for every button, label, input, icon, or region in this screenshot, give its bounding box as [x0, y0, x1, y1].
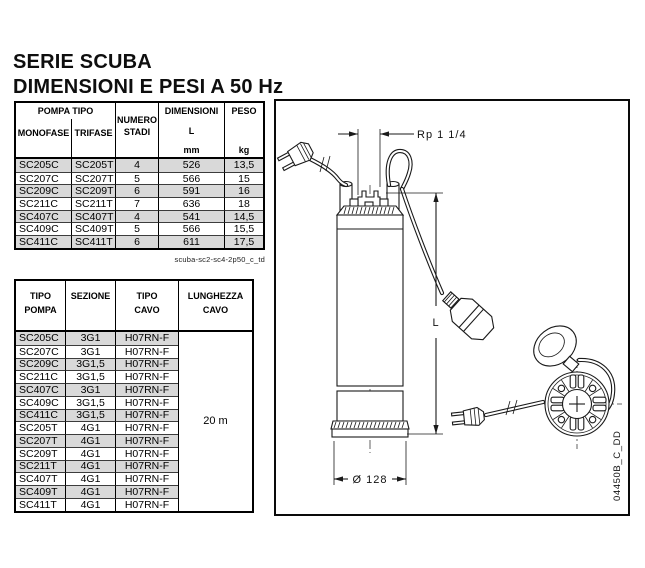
header-peso — [224, 103, 263, 157]
cell-pompa: SC411C — [16, 409, 65, 422]
cable-table — [14, 279, 254, 513]
cell-sezione: 4G1 — [65, 472, 115, 485]
cell-l: 566 — [158, 222, 224, 235]
cell-peso: 17,5 — [224, 235, 263, 248]
cell-cavo: H07RN-F — [115, 472, 178, 485]
header-numero-stadi — [115, 103, 158, 157]
cell-pompa: SC209C — [16, 358, 65, 371]
header-pompa-tipo-label: POMPA TIPO — [37, 106, 94, 116]
cell-sezione: 4G1 — [65, 460, 115, 473]
cell-peso: 15 — [224, 172, 263, 185]
cell-sezione: 4G1 — [65, 485, 115, 498]
dimensions-table-header — [16, 103, 263, 159]
table-caption: scuba-sc2-sc4-2p50_c_td — [174, 255, 265, 264]
cell-pompa: SC407C — [16, 383, 65, 396]
cell-pompa: SC409T — [16, 485, 65, 498]
cell-pompa: SC409C — [16, 396, 65, 409]
cell-peso: 15,5 — [224, 222, 263, 235]
cell-cavo: H07RN-F — [115, 460, 178, 473]
header-kg: kg — [238, 145, 250, 155]
cell-cavo: H07RN-F — [115, 485, 178, 498]
float-switch — [437, 285, 499, 345]
cell-cavo: H07RN-F — [115, 498, 178, 511]
cell-pompa: SC207T — [16, 434, 65, 447]
cell-pompa: SC209T — [16, 447, 65, 460]
cell-sezione: 3G1 — [65, 332, 115, 345]
cell-trifase: SC205T — [71, 159, 115, 172]
header-lunghezza-cavo: LUNGHEZZA CAVO — [178, 281, 252, 330]
header-mm: mm — [183, 145, 200, 155]
cell-pompa: SC407T — [16, 472, 65, 485]
cell-cavo: H07RN-F — [115, 345, 178, 358]
cell-stadi: 5 — [115, 222, 158, 235]
page-title-line1: SERIE SCUBA — [13, 51, 152, 73]
cell-cavo: H07RN-F — [115, 421, 178, 434]
cell-lunghezza-cavo: 20 m — [178, 332, 252, 511]
header-tipo-cavo: TIPO CAVO — [115, 281, 178, 330]
cell-peso: 14,5 — [224, 210, 263, 223]
cell-trifase: SC407T — [71, 210, 115, 223]
cell-trifase: SC411T — [71, 235, 115, 248]
cell-sezione: 4G1 — [65, 447, 115, 460]
cell-sezione: 4G1 — [65, 421, 115, 434]
cell-l: 526 — [158, 159, 224, 172]
cell-stadi: 6 — [115, 235, 158, 248]
dimensions-table — [14, 101, 265, 250]
cell-cavo: H07RN-F — [115, 396, 178, 409]
cell-pompa: SC205C — [16, 332, 65, 345]
cell-monofase: SC211C — [16, 197, 71, 210]
cell-stadi: 7 — [115, 197, 158, 210]
cell-peso: 13,5 — [224, 159, 263, 172]
cell-trifase: SC207T — [71, 172, 115, 185]
cell-trifase: SC409T — [71, 222, 115, 235]
cell-trifase: SC209T — [71, 184, 115, 197]
cell-pompa: SC211T — [16, 460, 65, 473]
header-peso-label: PESO — [231, 106, 257, 116]
cell-l: 636 — [158, 197, 224, 210]
cell-peso: 16 — [224, 184, 263, 197]
cell-pompa: SC207C — [16, 345, 65, 358]
header-monofase: MONOFASE — [17, 128, 70, 138]
cable-table-header — [16, 281, 252, 332]
pump-technical-drawing — [274, 99, 630, 516]
cell-sezione: 4G1 — [65, 498, 115, 511]
l-dimension-label: L — [432, 317, 440, 329]
drawing-code-label: 04450B_C_DD — [612, 430, 623, 501]
header-stadi: STADI — [123, 127, 151, 137]
power-plug-top-view — [451, 400, 543, 428]
cell-stadi: 4 — [115, 210, 158, 223]
cell-sezione: 3G1,5 — [65, 370, 115, 383]
cell-cavo: H07RN-F — [115, 447, 178, 460]
cell-monofase: SC409C — [16, 222, 71, 235]
cell-sezione: 3G1,5 — [65, 358, 115, 371]
cell-peso: 18 — [224, 197, 263, 210]
cell-cavo: H07RN-F — [115, 370, 178, 383]
page-title — [13, 50, 283, 100]
cell-l: 541 — [158, 210, 224, 223]
header-pompa-tipo — [16, 103, 115, 157]
dimensions-table-body — [16, 159, 263, 248]
header-dimensioni — [158, 103, 224, 157]
cell-cavo: H07RN-F — [115, 383, 178, 396]
rp-dimension-label: Rp 1 1/4 — [417, 129, 467, 141]
cell-monofase: SC207C — [16, 172, 71, 185]
page-title-line2: DIMENSIONI E PESI A 50 Hz — [13, 76, 284, 98]
cell-monofase: SC407C — [16, 210, 71, 223]
header-l: L — [188, 125, 195, 136]
cell-monofase: SC411C — [16, 235, 71, 248]
cell-trifase: SC211T — [71, 197, 115, 210]
cell-stadi: 4 — [115, 159, 158, 172]
cell-cavo: H07RN-F — [115, 358, 178, 371]
header-numero: NUMERO — [117, 115, 157, 125]
cable-table-body — [16, 332, 252, 511]
cell-l: 591 — [158, 184, 224, 197]
cell-stadi: 6 — [115, 184, 158, 197]
cell-l: 611 — [158, 235, 224, 248]
cell-l: 566 — [158, 172, 224, 185]
diameter-dimension-label: Ø 128 — [352, 474, 388, 486]
cell-stadi: 5 — [115, 172, 158, 185]
cell-monofase: SC205C — [16, 159, 71, 172]
cell-sezione: 3G1,5 — [65, 409, 115, 422]
cell-sezione: 3G1 — [65, 383, 115, 396]
cell-cavo: H07RN-F — [115, 434, 178, 447]
header-trifase: TRIFASE — [71, 119, 115, 157]
header-tipo-pompa: TIPO POMPA — [24, 291, 57, 315]
cell-cavo: H07RN-F — [115, 332, 178, 345]
cell-cavo: H07RN-F — [115, 409, 178, 422]
cell-sezione: 4G1 — [65, 434, 115, 447]
header-dimensioni-label: DIMENSIONI — [164, 106, 219, 116]
cell-pompa: SC411T — [16, 498, 65, 511]
cell-pompa: SC211C — [16, 370, 65, 383]
cell-monofase: SC209C — [16, 184, 71, 197]
cell-sezione: 3G1,5 — [65, 396, 115, 409]
cell-sezione: 3G1 — [65, 345, 115, 358]
cell-pompa: SC205T — [16, 421, 65, 434]
power-plug — [276, 139, 346, 185]
pump-front-view — [331, 182, 409, 438]
header-sezione: SEZIONE — [65, 281, 115, 330]
